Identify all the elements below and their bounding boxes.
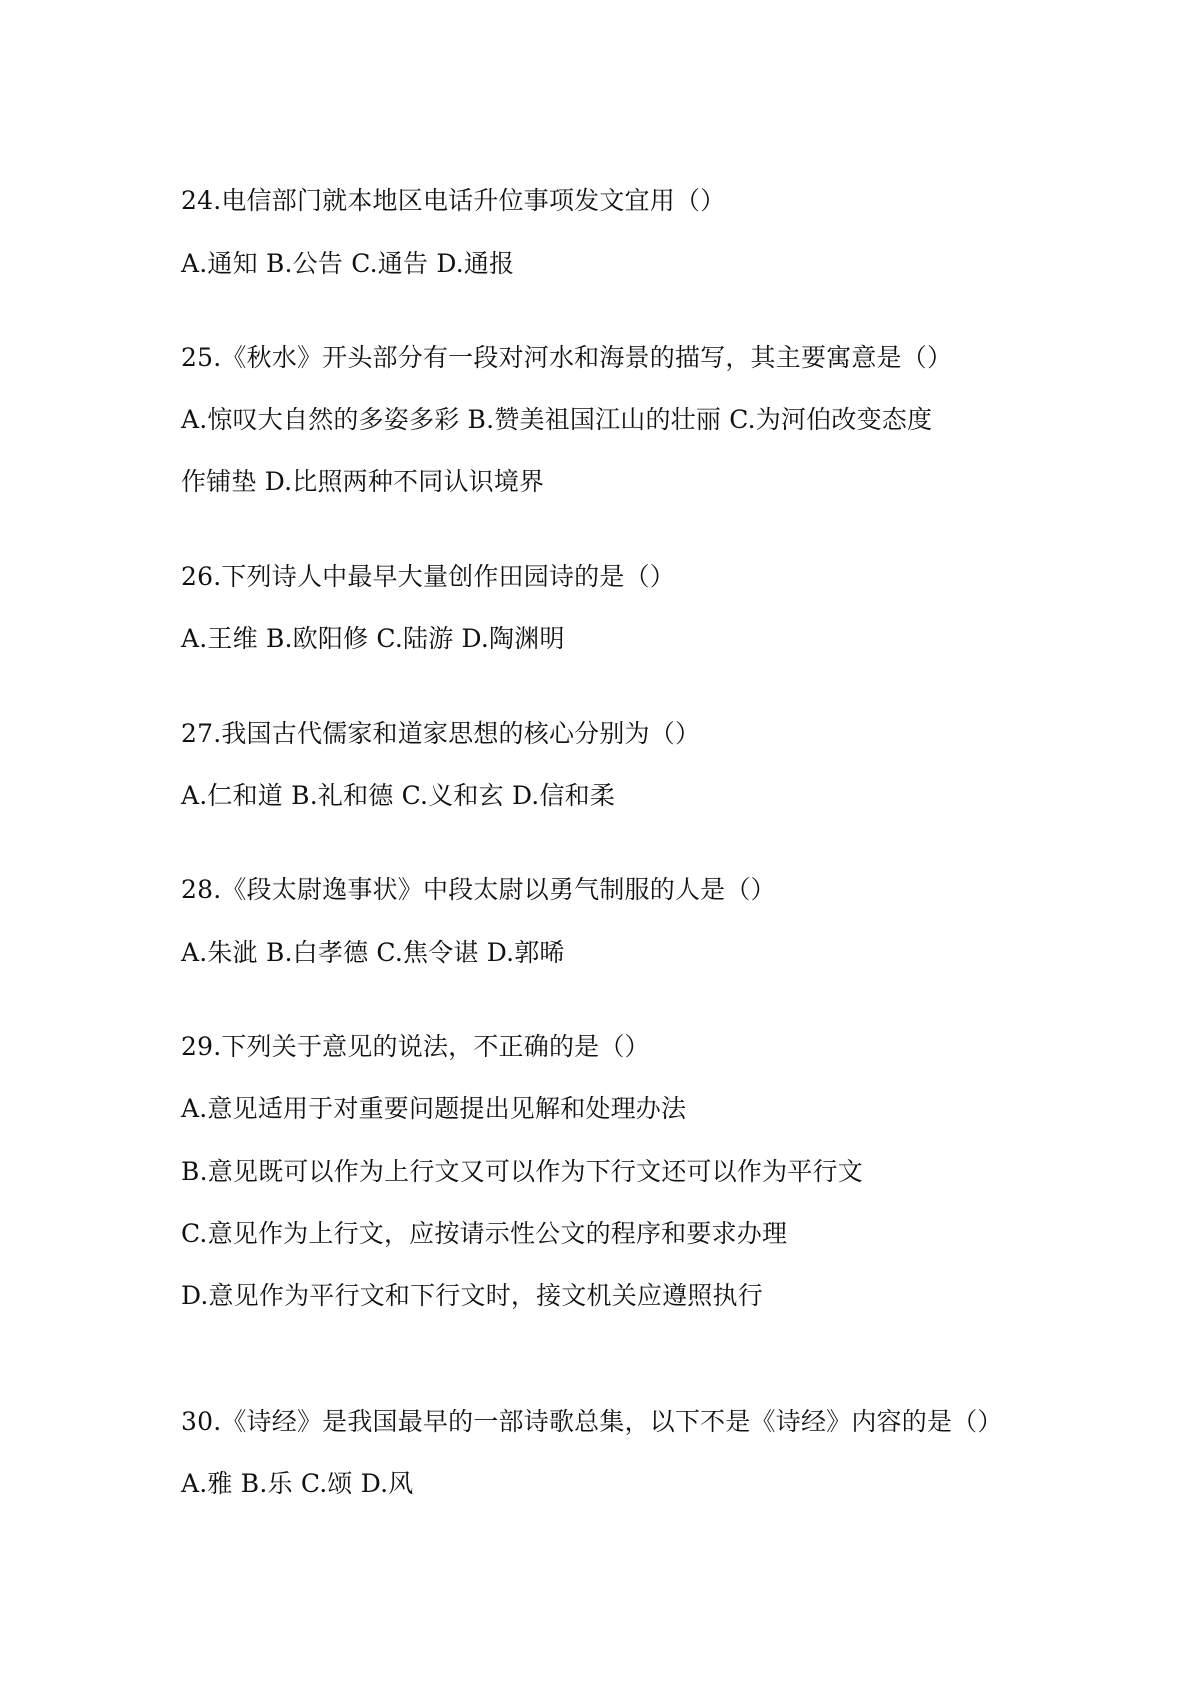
question-29-option-c: C.意见作为上行文，应按请示性公文的程序和要求办理: [181, 1219, 788, 1248]
question-29-option-d: D.意见作为平行文和下行文时，接文机关应遵照执行: [181, 1281, 763, 1310]
question-27-stem: 27.我国古代儒家和道家思想的核心分别为（）: [181, 719, 701, 748]
question-30-stem: 30.《诗经》是我国最早的一部诗歌总集，以下不是《诗经》内容的是（）: [181, 1407, 1003, 1436]
question-28-stem: 28.《段太尉逸事状》中段太尉以勇气制服的人是（）: [181, 875, 776, 904]
question-26-stem: 26.下列诗人中最早大量创作田园诗的是（）: [181, 562, 675, 591]
question-29-stem: 29.下列关于意见的说法，不正确的是（）: [181, 1032, 650, 1061]
question-24-options: A.通知 B.公告 C.通告 D.通报: [181, 249, 515, 278]
question-29-option-a: A.意见适用于对重要问题提出见解和处理办法: [181, 1094, 687, 1123]
question-26-options: A.王维 B.欧阳修 C.陆游 D.陶渊明: [181, 624, 565, 653]
question-29-option-b: B.意见既可以作为上行文又可以作为下行文还可以作为平行文: [181, 1157, 863, 1186]
question-27-options: A.仁和道 B.礼和德 C.义和玄 D.信和柔: [181, 781, 616, 810]
question-24-stem: 24.电信部门就本地区电话升位事项发文宜用（）: [181, 186, 726, 215]
question-25-options-line-1: A.惊叹大自然的多姿多彩 B.赞美祖国江山的壮丽 C.为河伯改变态度: [181, 405, 933, 434]
question-28-options: A.朱泚 B.白孝德 C.焦令谌 D.郭晞: [181, 938, 565, 967]
question-25-stem: 25.《秋水》开头部分有一段对河水和海景的描写，其主要寓意是（）: [181, 343, 953, 372]
question-25-options-line-2: 作铺垫 D.比照两种不同认识境界: [181, 467, 545, 496]
question-30-options: A.雅 B.乐 C.颂 D.风: [181, 1469, 414, 1498]
